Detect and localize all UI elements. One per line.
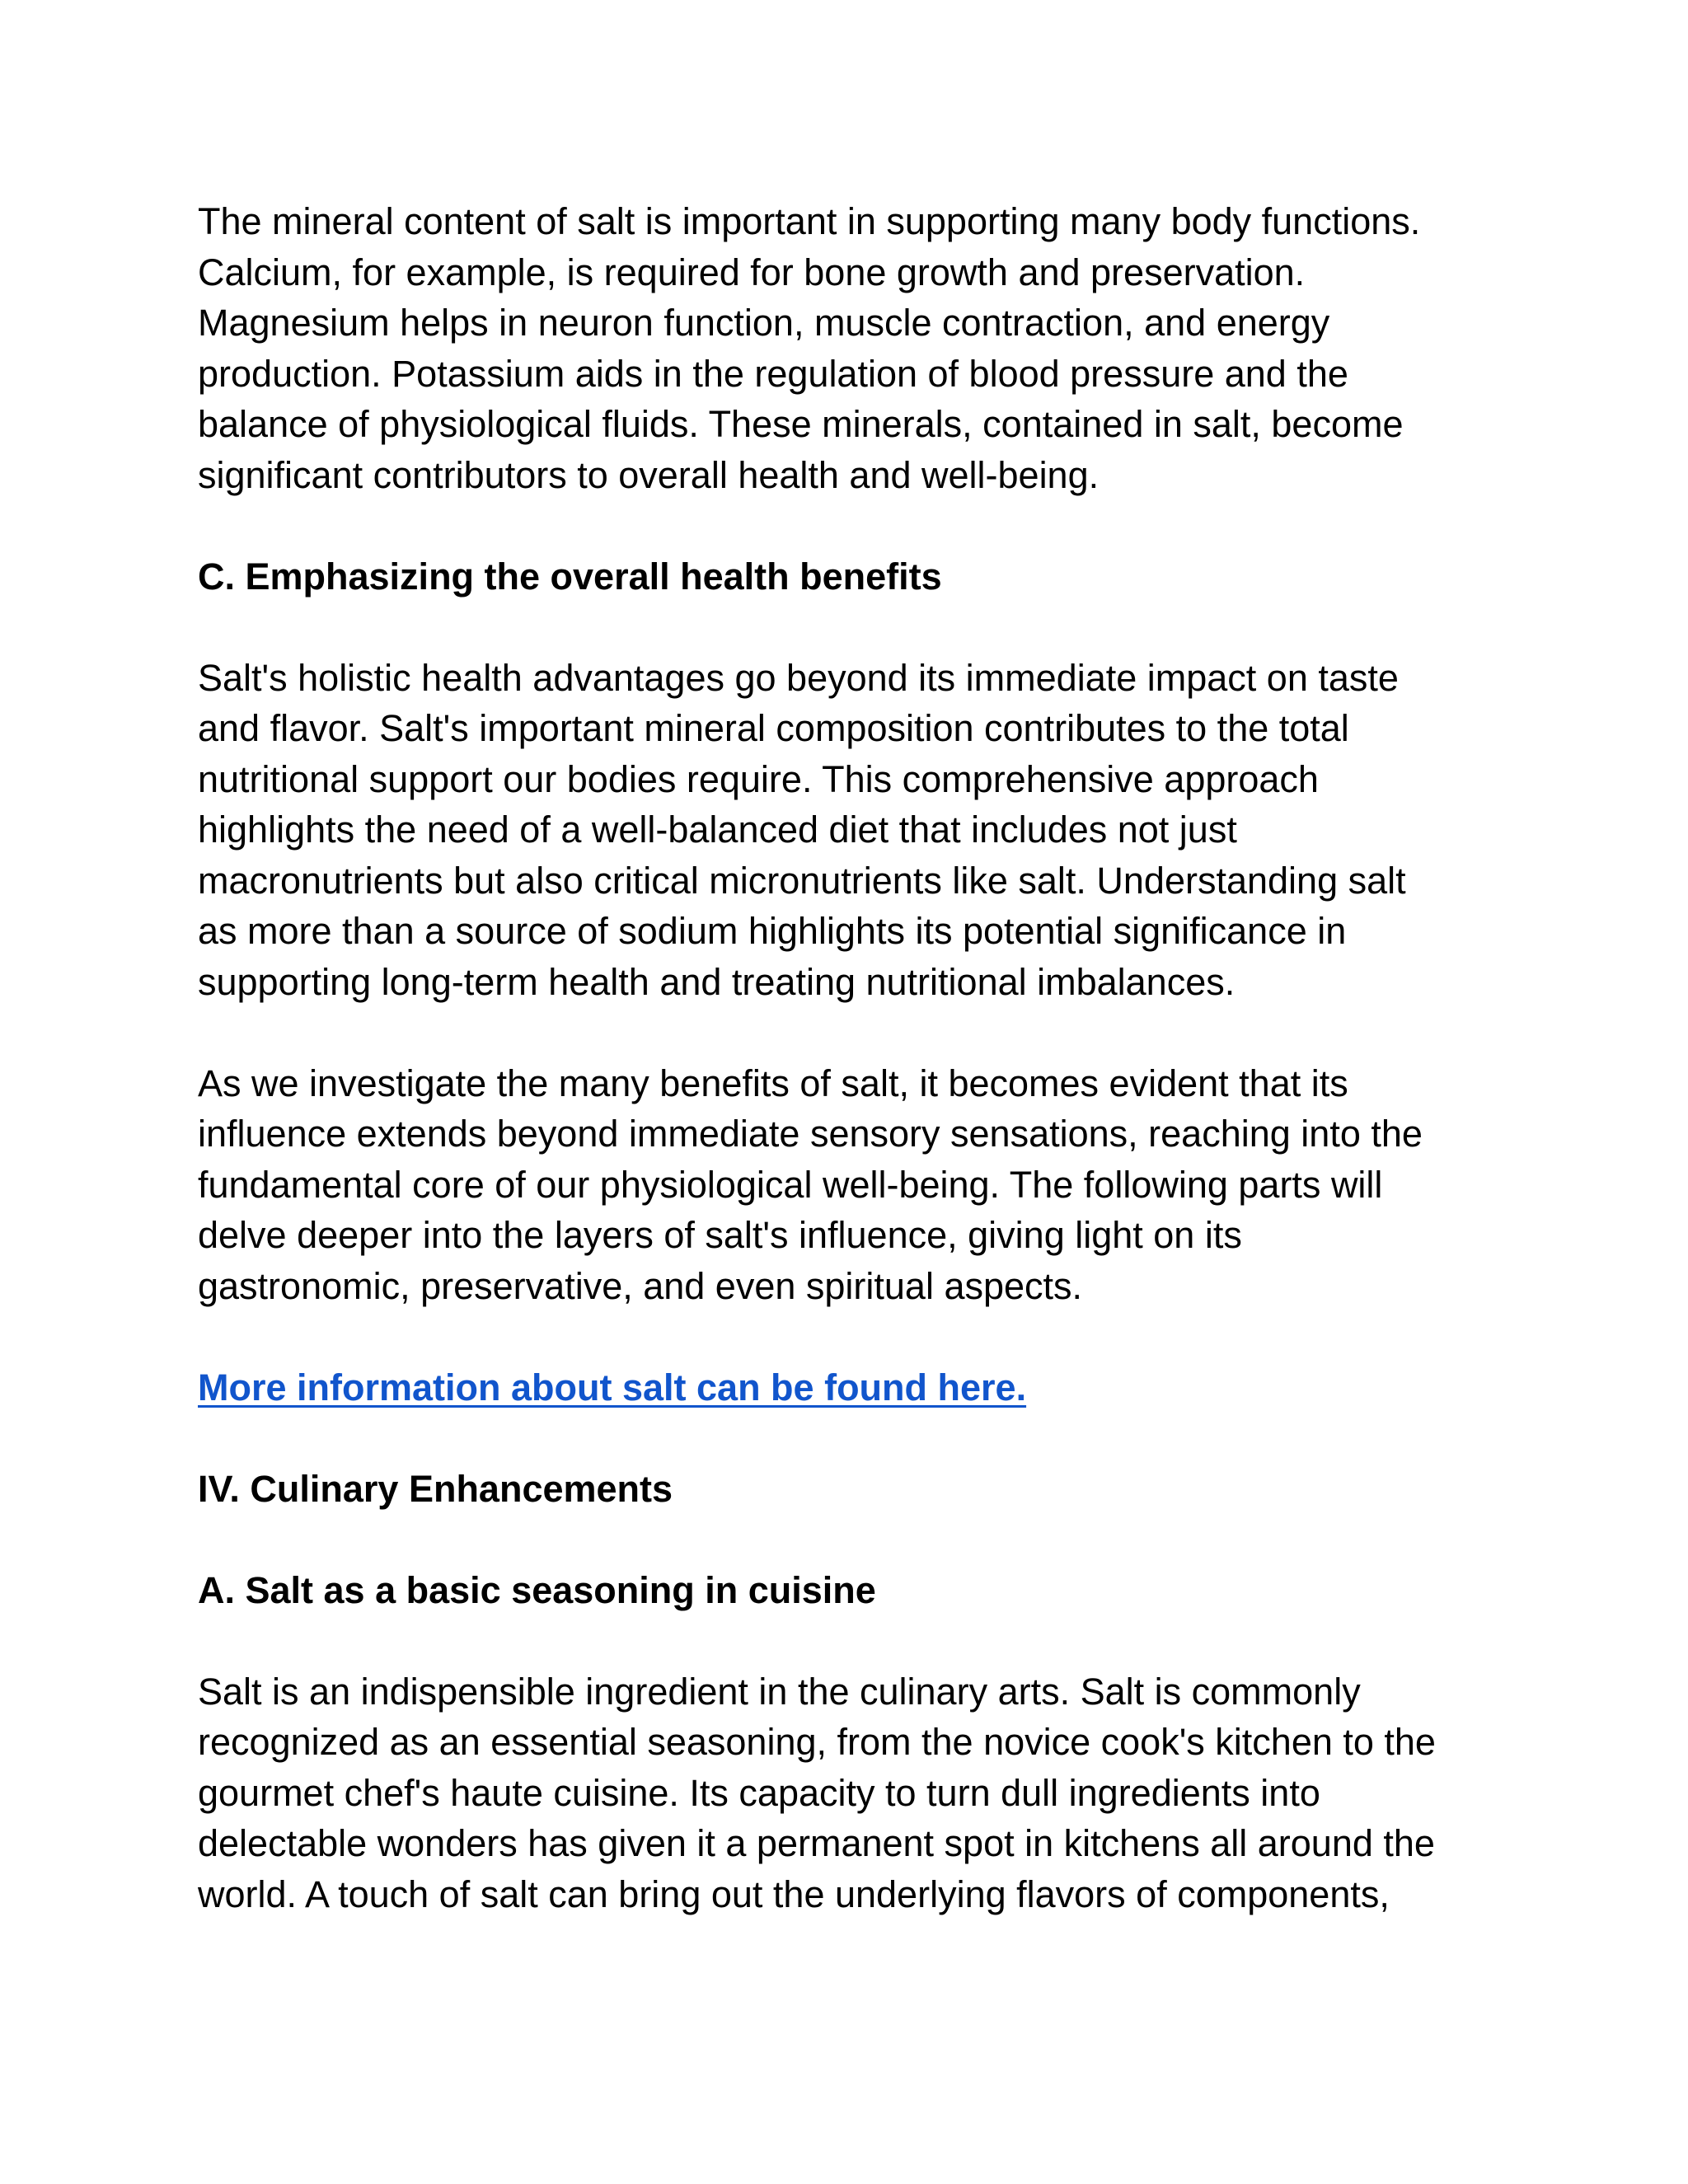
text-line: and flavor. Salt's important mineral composition contributes to the total [198,707,1349,749]
paragraph-investigate [198,1058,1517,1312]
more-info-link[interactable]: More information about salt can be found here. [198,1366,1027,1408]
text-line: as more than a source of sodium highlights its potential significance in [198,910,1347,952]
text-line: highlights the need of a well-balanced diet that includes not just [198,808,1237,851]
text-line: fundamental core of our physiological well-being. The following parts will [198,1163,1383,1206]
text-line: macronutrients but also critical micronutrients like salt. Understanding salt [198,859,1406,902]
text-line: supporting long-term health and treating nutritional imbalances. [198,960,1236,1003]
text-line: Salt's holistic health advantages go beyond its immediate impact on taste [198,656,1399,699]
text-line: production. Potassium aids in the regulation of blood pressure and the [198,352,1348,395]
text-line: The mineral content of salt is important in supporting many body functions. [198,200,1421,242]
text-line: nutritional support our bodies require. This comprehensive approach [198,757,1319,800]
section-heading-a: A. Salt as a basic seasoning in cuisine [198,1568,876,1611]
document-page [198,196,1517,1971]
text-line: world. A touch of salt can bring out the underlying flavors of components, [198,1872,1390,1915]
text-line: gastronomic, preservative, and even spiritual aspects. [198,1264,1083,1307]
text-line: influence extends beyond immediate sensory sensations, reaching into the [198,1113,1423,1155]
text-line: delve deeper into the layers of salt's influence, giving light on its [198,1214,1242,1256]
paragraph-seasoning [198,1666,1517,1920]
text-line: As we investigate the many benefits of salt, it becomes evident that its [198,1062,1348,1104]
text-line: Salt is an indispensible ingredient in the culinary arts. Salt is commonly [198,1670,1361,1713]
paragraph-minerals [198,196,1517,500]
text-line: gourmet chef's haute cuisine. Its capacity to turn dull ingredients into [198,1771,1320,1814]
text-line: significant contributors to overall health and well-being. [198,453,1100,496]
text-line: Magnesium helps in neuron function, muscle contraction, and energy [198,302,1330,344]
text-line: Calcium, for example, is required for bone growth and preservation. [198,251,1306,293]
text-line: recognized as an essential seasoning, from the novice cook's kitchen to the [198,1721,1436,1763]
link-container [198,1362,1517,1464]
section-heading-iv: IV. Culinary Enhancements [198,1467,673,1510]
text-line: balance of physiological fluids. These minerals, contained in salt, become [198,403,1404,445]
section-heading-c: C. Emphasizing the overall health benefits [198,555,942,598]
text-line: delectable wonders has given it a permanent spot in kitchens all around the [198,1822,1435,1864]
paragraph-holistic [198,653,1517,1008]
